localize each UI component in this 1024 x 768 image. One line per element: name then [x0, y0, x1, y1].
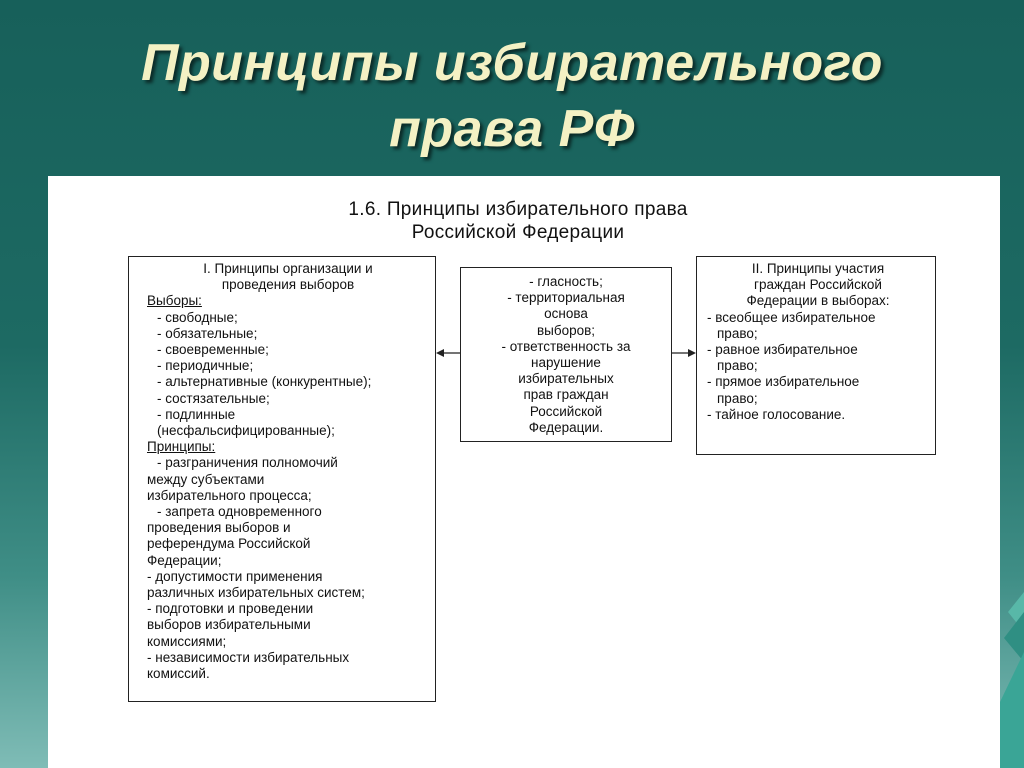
principles-label: Принципы:	[147, 439, 216, 455]
common-principle-line: Федерации.	[528, 419, 604, 435]
common-principle-line: - территориальная	[507, 290, 625, 306]
principles-item: - запрета одновременного	[157, 504, 322, 520]
principles-item: референдума Российской	[147, 536, 311, 552]
principles-item: комиссиями;	[147, 633, 227, 649]
participation-item: - прямое избирательное	[707, 374, 860, 390]
left-heading-line-2: проведения выборов	[221, 277, 355, 293]
principles-item: - независимости избирательных	[147, 649, 350, 665]
elections-item: - периодичные;	[157, 358, 254, 374]
elections-item: - своевременные;	[157, 342, 269, 358]
elections-item: - подлинные	[157, 406, 236, 422]
participation-item: - равное избирательное	[707, 342, 858, 358]
figure-title-line-2: Российской Федерации	[411, 222, 625, 243]
common-principle-line: избирательных	[518, 371, 614, 387]
principles-item: Федерации;	[147, 552, 222, 568]
slide-title	[0, 30, 1024, 162]
corner-decoration	[1000, 592, 1024, 768]
elections-item: - альтернативные (конкурентные);	[157, 374, 372, 390]
diagram-figure	[48, 176, 1000, 768]
common-principle-line: нарушение	[531, 355, 601, 371]
elections-label: Выборы:	[147, 293, 202, 309]
common-principles-box	[460, 267, 672, 442]
principles-item: - подготовки и проведении	[147, 601, 314, 617]
common-principle-line: выборов;	[536, 322, 596, 338]
elections-item: - обязательные;	[157, 325, 258, 341]
common-principle-line: - ответственность за	[501, 338, 631, 354]
arrow-left-icon	[436, 349, 444, 357]
principles-item: проведения выборов и	[147, 520, 291, 536]
slide-title-line-1: Принципы избирательного	[141, 34, 883, 92]
principles-item: избирательного процесса;	[147, 487, 312, 503]
elections-item: - свободные;	[157, 309, 238, 325]
participation-item: право;	[717, 358, 758, 374]
common-principle-line: прав граждан	[523, 387, 609, 403]
principles-item: комиссий.	[147, 666, 210, 682]
right-heading-line-3: Федерации в выборах:	[746, 293, 890, 309]
arrow-right-icon	[688, 349, 696, 357]
participation-item: право;	[717, 325, 758, 341]
common-principle-line: основа	[544, 306, 588, 322]
participation-principles-box	[696, 256, 936, 455]
figure-title-line-1: 1.6. Принципы избирательного права	[348, 199, 688, 220]
participation-item: - всеобщее избирательное	[707, 309, 876, 325]
right-heading-line-2: граждан Российской	[754, 277, 882, 293]
principles-item: - разграничения полномочий	[157, 455, 338, 471]
participation-item: право;	[717, 390, 758, 406]
common-principle-line: Российской	[529, 403, 603, 419]
principles-item: выборов избирательными	[147, 617, 311, 633]
organization-principles-box	[128, 256, 436, 702]
principles-item: различных избирательных систем;	[147, 585, 365, 601]
figure-title	[258, 198, 778, 244]
principles-item: между субъектами	[147, 471, 265, 487]
common-principle-line: - гласность;	[529, 274, 603, 289]
right-heading-line-1: II. Принципы участия	[751, 261, 885, 276]
participation-item: - тайное голосование.	[707, 406, 846, 422]
elections-item: - состязательные;	[157, 390, 270, 406]
principles-item: - допустимости применения	[147, 568, 323, 584]
slide-title-line-2: права РФ	[389, 100, 635, 158]
left-heading-line-1: I. Принципы организации и	[203, 261, 373, 276]
elections-item: (несфальсифицированные);	[157, 423, 335, 439]
